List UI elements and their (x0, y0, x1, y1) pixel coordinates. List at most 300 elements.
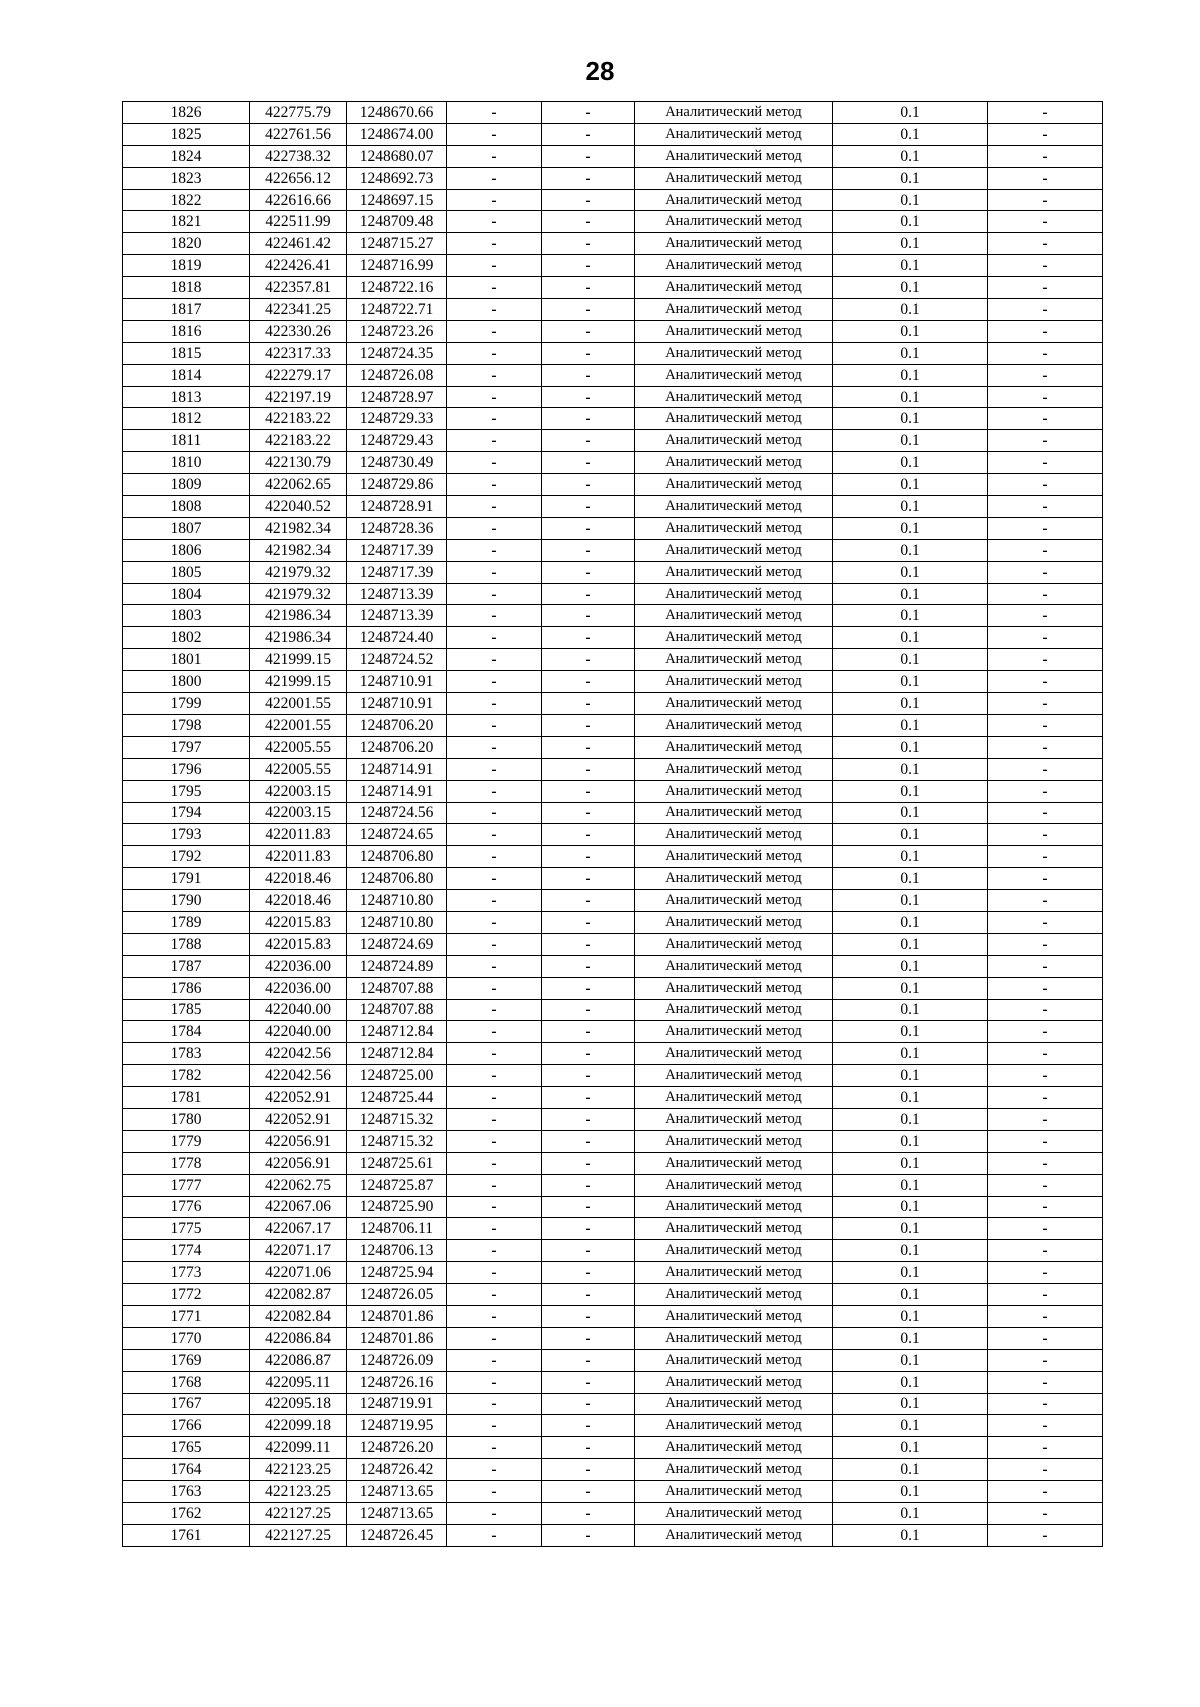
column-8-cell: - (988, 102, 1103, 124)
x-coordinate-cell: 422123.25 (250, 1481, 347, 1503)
column-8-cell: - (988, 1415, 1103, 1437)
method-cell: Аналитический метод (635, 1327, 833, 1349)
table-row (123, 627, 1103, 649)
x-coordinate-cell: 422130.79 (250, 452, 347, 474)
x-coordinate-cell: 422015.83 (250, 933, 347, 955)
column-4-cell: - (447, 517, 542, 539)
y-coordinate-cell: 1248707.88 (347, 977, 447, 999)
column-5-cell: - (542, 846, 635, 868)
point-number-cell: 1812 (123, 408, 250, 430)
x-coordinate-cell: 422099.18 (250, 1415, 347, 1437)
method-cell: Аналитический метод (635, 320, 833, 342)
x-coordinate-cell: 422127.25 (250, 1503, 347, 1525)
y-coordinate-cell: 1248726.08 (347, 364, 447, 386)
table-row (123, 517, 1103, 539)
column-8-cell: - (988, 1152, 1103, 1174)
column-4-cell: - (447, 1415, 542, 1437)
x-coordinate-cell: 422003.15 (250, 802, 347, 824)
column-4-cell: - (447, 1196, 542, 1218)
accuracy-cell: 0.1 (833, 868, 988, 890)
table-row (123, 1087, 1103, 1109)
accuracy-cell: 0.1 (833, 1349, 988, 1371)
column-8-cell: - (988, 1481, 1103, 1503)
method-cell: Аналитический метод (635, 1021, 833, 1043)
method-cell: Аналитический метод (635, 1108, 833, 1130)
table-row (123, 1130, 1103, 1152)
column-4-cell: - (447, 1108, 542, 1130)
column-5-cell: - (542, 1459, 635, 1481)
method-cell: Аналитический метод (635, 736, 833, 758)
column-8-cell: - (988, 649, 1103, 671)
method-cell: Аналитический метод (635, 693, 833, 715)
method-cell: Аналитический метод (635, 1262, 833, 1284)
x-coordinate-cell: 422018.46 (250, 890, 347, 912)
accuracy-cell: 0.1 (833, 277, 988, 299)
column-5-cell: - (542, 211, 635, 233)
accuracy-cell: 0.1 (833, 1481, 988, 1503)
table-row (123, 1240, 1103, 1262)
method-cell: Аналитический метод (635, 342, 833, 364)
column-5-cell: - (542, 955, 635, 977)
accuracy-cell: 0.1 (833, 1130, 988, 1152)
y-coordinate-cell: 1248728.36 (347, 517, 447, 539)
point-number-cell: 1775 (123, 1218, 250, 1240)
column-4-cell: - (447, 1459, 542, 1481)
y-coordinate-cell: 1248726.20 (347, 1437, 447, 1459)
y-coordinate-cell: 1248726.09 (347, 1349, 447, 1371)
x-coordinate-cell: 422067.06 (250, 1196, 347, 1218)
point-number-cell: 1815 (123, 342, 250, 364)
column-8-cell: - (988, 758, 1103, 780)
method-cell: Аналитический метод (635, 868, 833, 890)
y-coordinate-cell: 1248710.80 (347, 911, 447, 933)
column-4-cell: - (447, 1284, 542, 1306)
point-number-cell: 1787 (123, 955, 250, 977)
method-cell: Аналитический метод (635, 539, 833, 561)
column-8-cell: - (988, 255, 1103, 277)
x-coordinate-cell: 422095.11 (250, 1371, 347, 1393)
point-number-cell: 1807 (123, 517, 250, 539)
column-8-cell: - (988, 233, 1103, 255)
x-coordinate-cell: 422123.25 (250, 1459, 347, 1481)
point-number-cell: 1763 (123, 1481, 250, 1503)
y-coordinate-cell: 1248706.80 (347, 868, 447, 890)
table-row (123, 408, 1103, 430)
column-4-cell: - (447, 1481, 542, 1503)
table-row (123, 1174, 1103, 1196)
column-8-cell: - (988, 890, 1103, 912)
column-8-cell: - (988, 1043, 1103, 1065)
accuracy-cell: 0.1 (833, 102, 988, 124)
method-cell: Аналитический метод (635, 517, 833, 539)
table-row (123, 364, 1103, 386)
table-row (123, 539, 1103, 561)
column-4-cell: - (447, 539, 542, 561)
y-coordinate-cell: 1248710.80 (347, 890, 447, 912)
method-cell: Аналитический метод (635, 364, 833, 386)
column-5-cell: - (542, 320, 635, 342)
column-8-cell: - (988, 123, 1103, 145)
method-cell: Аналитический метод (635, 1415, 833, 1437)
x-coordinate-cell: 422426.41 (250, 255, 347, 277)
x-coordinate-cell: 422001.55 (250, 714, 347, 736)
method-cell: Аналитический метод (635, 277, 833, 299)
column-4-cell: - (447, 189, 542, 211)
x-coordinate-cell: 422330.26 (250, 320, 347, 342)
table-row (123, 1437, 1103, 1459)
y-coordinate-cell: 1248710.91 (347, 671, 447, 693)
accuracy-cell: 0.1 (833, 517, 988, 539)
y-coordinate-cell: 1248716.99 (347, 255, 447, 277)
x-coordinate-cell: 422056.91 (250, 1152, 347, 1174)
accuracy-cell: 0.1 (833, 145, 988, 167)
y-coordinate-cell: 1248706.13 (347, 1240, 447, 1262)
column-4-cell: - (447, 1524, 542, 1546)
column-4-cell: - (447, 123, 542, 145)
y-coordinate-cell: 1248729.33 (347, 408, 447, 430)
accuracy-cell: 0.1 (833, 1459, 988, 1481)
method-cell: Аналитический метод (635, 1503, 833, 1525)
accuracy-cell: 0.1 (833, 1218, 988, 1240)
column-8-cell: - (988, 714, 1103, 736)
column-8-cell: - (988, 605, 1103, 627)
table-row (123, 123, 1103, 145)
table-row (123, 233, 1103, 255)
x-coordinate-cell: 422062.75 (250, 1174, 347, 1196)
y-coordinate-cell: 1248728.91 (347, 496, 447, 518)
point-number-cell: 1768 (123, 1371, 250, 1393)
column-4-cell: - (447, 430, 542, 452)
column-8-cell: - (988, 561, 1103, 583)
accuracy-cell: 0.1 (833, 999, 988, 1021)
accuracy-cell: 0.1 (833, 474, 988, 496)
accuracy-cell: 0.1 (833, 1021, 988, 1043)
column-4-cell: - (447, 1437, 542, 1459)
column-5-cell: - (542, 1021, 635, 1043)
y-coordinate-cell: 1248724.52 (347, 649, 447, 671)
column-5-cell: - (542, 1240, 635, 1262)
x-coordinate-cell: 422775.79 (250, 102, 347, 124)
table-row (123, 890, 1103, 912)
column-8-cell: - (988, 846, 1103, 868)
column-8-cell: - (988, 583, 1103, 605)
x-coordinate-cell: 421999.15 (250, 671, 347, 693)
point-number-cell: 1825 (123, 123, 250, 145)
table-row (123, 999, 1103, 1021)
table-row (123, 496, 1103, 518)
x-coordinate-cell: 422095.18 (250, 1393, 347, 1415)
y-coordinate-cell: 1248728.97 (347, 386, 447, 408)
method-cell: Аналитический метод (635, 1349, 833, 1371)
y-coordinate-cell: 1248726.05 (347, 1284, 447, 1306)
x-coordinate-cell: 422183.22 (250, 430, 347, 452)
y-coordinate-cell: 1248715.32 (347, 1130, 447, 1152)
column-4-cell: - (447, 693, 542, 715)
method-cell: Аналитический метод (635, 430, 833, 452)
table-row (123, 1108, 1103, 1130)
y-coordinate-cell: 1248706.80 (347, 846, 447, 868)
column-5-cell: - (542, 1393, 635, 1415)
column-8-cell: - (988, 1262, 1103, 1284)
column-4-cell: - (447, 736, 542, 758)
accuracy-cell: 0.1 (833, 627, 988, 649)
accuracy-cell: 0.1 (833, 320, 988, 342)
column-5-cell: - (542, 517, 635, 539)
column-8-cell: - (988, 627, 1103, 649)
column-5-cell: - (542, 430, 635, 452)
column-4-cell: - (447, 211, 542, 233)
column-4-cell: - (447, 408, 542, 430)
column-4-cell: - (447, 999, 542, 1021)
y-coordinate-cell: 1248713.65 (347, 1481, 447, 1503)
column-5-cell: - (542, 496, 635, 518)
column-5-cell: - (542, 714, 635, 736)
point-number-cell: 1772 (123, 1284, 250, 1306)
point-number-cell: 1819 (123, 255, 250, 277)
column-5-cell: - (542, 824, 635, 846)
method-cell: Аналитический метод (635, 1043, 833, 1065)
table-row (123, 649, 1103, 671)
column-4-cell: - (447, 1174, 542, 1196)
accuracy-cell: 0.1 (833, 1371, 988, 1393)
point-number-cell: 1778 (123, 1152, 250, 1174)
table-row (123, 430, 1103, 452)
table-row (123, 802, 1103, 824)
column-8-cell: - (988, 1305, 1103, 1327)
column-4-cell: - (447, 627, 542, 649)
point-number-cell: 1814 (123, 364, 250, 386)
column-8-cell: - (988, 911, 1103, 933)
method-cell: Аналитический метод (635, 649, 833, 671)
point-number-cell: 1765 (123, 1437, 250, 1459)
x-coordinate-cell: 421979.32 (250, 561, 347, 583)
column-5-cell: - (542, 408, 635, 430)
accuracy-cell: 0.1 (833, 1087, 988, 1109)
x-coordinate-cell: 422011.83 (250, 846, 347, 868)
table-row (123, 583, 1103, 605)
method-cell: Аналитический метод (635, 890, 833, 912)
x-coordinate-cell: 422616.66 (250, 189, 347, 211)
column-4-cell: - (447, 1240, 542, 1262)
x-coordinate-cell: 422279.17 (250, 364, 347, 386)
y-coordinate-cell: 1248706.20 (347, 714, 447, 736)
column-8-cell: - (988, 474, 1103, 496)
y-coordinate-cell: 1248713.39 (347, 605, 447, 627)
column-4-cell: - (447, 1349, 542, 1371)
accuracy-cell: 0.1 (833, 1196, 988, 1218)
table-row (123, 1152, 1103, 1174)
point-number-cell: 1769 (123, 1349, 250, 1371)
method-cell: Аналитический метод (635, 1459, 833, 1481)
column-8-cell: - (988, 1174, 1103, 1196)
column-8-cell: - (988, 320, 1103, 342)
point-number-cell: 1808 (123, 496, 250, 518)
accuracy-cell: 0.1 (833, 1524, 988, 1546)
table-row (123, 189, 1103, 211)
point-number-cell: 1794 (123, 802, 250, 824)
accuracy-cell: 0.1 (833, 671, 988, 693)
point-number-cell: 1816 (123, 320, 250, 342)
x-coordinate-cell: 421982.34 (250, 539, 347, 561)
x-coordinate-cell: 422005.55 (250, 736, 347, 758)
accuracy-cell: 0.1 (833, 890, 988, 912)
point-number-cell: 1800 (123, 671, 250, 693)
column-4-cell: - (447, 824, 542, 846)
point-number-cell: 1776 (123, 1196, 250, 1218)
column-5-cell: - (542, 123, 635, 145)
y-coordinate-cell: 1248697.15 (347, 189, 447, 211)
accuracy-cell: 0.1 (833, 1415, 988, 1437)
column-8-cell: - (988, 1284, 1103, 1306)
y-coordinate-cell: 1248723.26 (347, 320, 447, 342)
accuracy-cell: 0.1 (833, 1305, 988, 1327)
accuracy-cell: 0.1 (833, 1065, 988, 1087)
column-8-cell: - (988, 955, 1103, 977)
column-8-cell: - (988, 299, 1103, 321)
table-row (123, 605, 1103, 627)
method-cell: Аналитический метод (635, 1371, 833, 1393)
table-row (123, 1218, 1103, 1240)
point-number-cell: 1802 (123, 627, 250, 649)
accuracy-cell: 0.1 (833, 583, 988, 605)
column-4-cell: - (447, 255, 542, 277)
column-5-cell: - (542, 868, 635, 890)
point-number-cell: 1762 (123, 1503, 250, 1525)
column-8-cell: - (988, 496, 1103, 518)
column-5-cell: - (542, 693, 635, 715)
method-cell: Аналитический метод (635, 299, 833, 321)
column-4-cell: - (447, 1218, 542, 1240)
column-4-cell: - (447, 1371, 542, 1393)
coordinates-table (122, 101, 1103, 1547)
accuracy-cell: 0.1 (833, 714, 988, 736)
x-coordinate-cell: 422005.55 (250, 758, 347, 780)
y-coordinate-cell: 1248730.49 (347, 452, 447, 474)
column-4-cell: - (447, 277, 542, 299)
x-coordinate-cell: 422040.00 (250, 1021, 347, 1043)
column-5-cell: - (542, 189, 635, 211)
column-5-cell: - (542, 1065, 635, 1087)
point-number-cell: 1788 (123, 933, 250, 955)
point-number-cell: 1797 (123, 736, 250, 758)
column-8-cell: - (988, 167, 1103, 189)
x-coordinate-cell: 422062.65 (250, 474, 347, 496)
column-5-cell: - (542, 1196, 635, 1218)
column-4-cell: - (447, 1021, 542, 1043)
column-5-cell: - (542, 1349, 635, 1371)
y-coordinate-cell: 1248701.86 (347, 1305, 447, 1327)
y-coordinate-cell: 1248712.84 (347, 1021, 447, 1043)
column-5-cell: - (542, 102, 635, 124)
method-cell: Аналитический метод (635, 386, 833, 408)
y-coordinate-cell: 1248729.86 (347, 474, 447, 496)
accuracy-cell: 0.1 (833, 408, 988, 430)
x-coordinate-cell: 421979.32 (250, 583, 347, 605)
y-coordinate-cell: 1248724.89 (347, 955, 447, 977)
accuracy-cell: 0.1 (833, 977, 988, 999)
accuracy-cell: 0.1 (833, 430, 988, 452)
column-4-cell: - (447, 496, 542, 518)
column-8-cell: - (988, 1524, 1103, 1546)
accuracy-cell: 0.1 (833, 342, 988, 364)
column-8-cell: - (988, 277, 1103, 299)
y-coordinate-cell: 1248701.86 (347, 1327, 447, 1349)
column-4-cell: - (447, 1262, 542, 1284)
table-row (123, 1262, 1103, 1284)
column-4-cell: - (447, 890, 542, 912)
x-coordinate-cell: 422082.84 (250, 1305, 347, 1327)
table-row (123, 933, 1103, 955)
column-4-cell: - (447, 167, 542, 189)
table-row (123, 714, 1103, 736)
column-8-cell: - (988, 671, 1103, 693)
y-coordinate-cell: 1248724.65 (347, 824, 447, 846)
point-number-cell: 1801 (123, 649, 250, 671)
method-cell: Аналитический метод (635, 408, 833, 430)
point-number-cell: 1774 (123, 1240, 250, 1262)
point-number-cell: 1770 (123, 1327, 250, 1349)
column-4-cell: - (447, 299, 542, 321)
method-cell: Аналитический метод (635, 933, 833, 955)
column-4-cell: - (447, 342, 542, 364)
column-4-cell: - (447, 233, 542, 255)
column-5-cell: - (542, 452, 635, 474)
column-8-cell: - (988, 999, 1103, 1021)
accuracy-cell: 0.1 (833, 1108, 988, 1130)
page-number: 28 (585, 56, 615, 86)
column-8-cell: - (988, 386, 1103, 408)
column-4-cell: - (447, 714, 542, 736)
table-row (123, 868, 1103, 890)
x-coordinate-cell: 422067.17 (250, 1218, 347, 1240)
x-coordinate-cell: 422001.55 (250, 693, 347, 715)
column-8-cell: - (988, 693, 1103, 715)
column-4-cell: - (447, 102, 542, 124)
column-4-cell: - (447, 802, 542, 824)
column-5-cell: - (542, 364, 635, 386)
table-row (123, 255, 1103, 277)
y-coordinate-cell: 1248712.84 (347, 1043, 447, 1065)
column-5-cell: - (542, 1524, 635, 1546)
method-cell: Аналитический метод (635, 955, 833, 977)
method-cell: Аналитический метод (635, 474, 833, 496)
column-8-cell: - (988, 1218, 1103, 1240)
x-coordinate-cell: 422042.56 (250, 1065, 347, 1087)
method-cell: Аналитический метод (635, 671, 833, 693)
column-8-cell: - (988, 1459, 1103, 1481)
table-row (123, 452, 1103, 474)
method-cell: Аналитический метод (635, 1284, 833, 1306)
accuracy-cell: 0.1 (833, 496, 988, 518)
method-cell: Аналитический метод (635, 780, 833, 802)
x-coordinate-cell: 422099.11 (250, 1437, 347, 1459)
accuracy-cell: 0.1 (833, 1043, 988, 1065)
x-coordinate-cell: 422011.83 (250, 824, 347, 846)
column-4-cell: - (447, 1130, 542, 1152)
column-8-cell: - (988, 1371, 1103, 1393)
column-4-cell: - (447, 846, 542, 868)
accuracy-cell: 0.1 (833, 846, 988, 868)
column-4-cell: - (447, 868, 542, 890)
column-5-cell: - (542, 911, 635, 933)
y-coordinate-cell: 1248725.90 (347, 1196, 447, 1218)
point-number-cell: 1761 (123, 1524, 250, 1546)
x-coordinate-cell: 422003.15 (250, 780, 347, 802)
point-number-cell: 1811 (123, 430, 250, 452)
column-5-cell: - (542, 1218, 635, 1240)
column-5-cell: - (542, 342, 635, 364)
x-coordinate-cell: 422357.81 (250, 277, 347, 299)
